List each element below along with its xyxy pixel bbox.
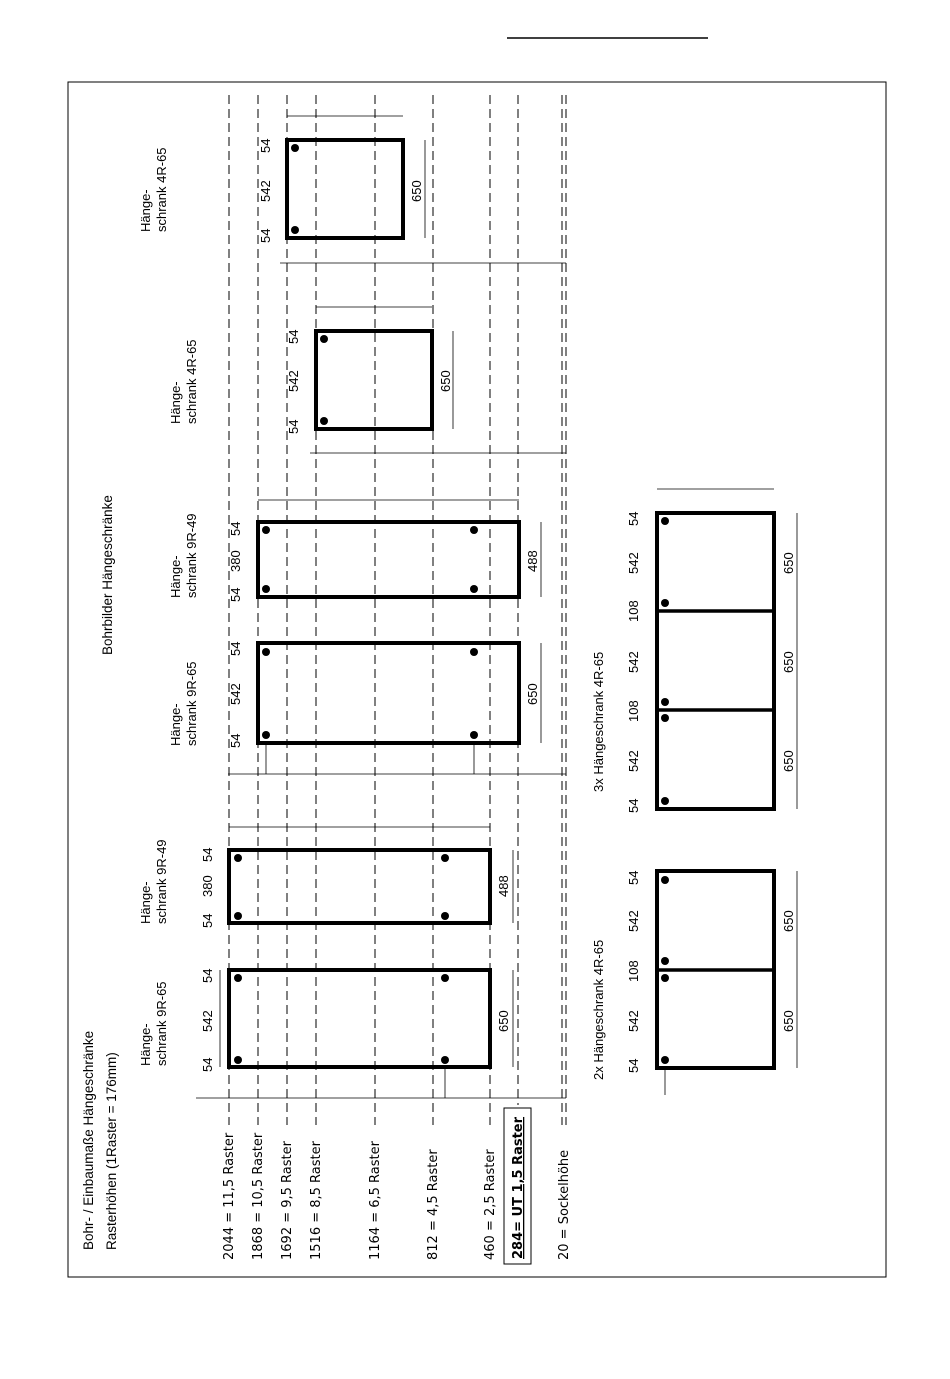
drill-hole (470, 648, 478, 656)
cabinet-outline (229, 970, 490, 1067)
drill-hole (661, 797, 669, 805)
dim-label: 380 (200, 875, 215, 897)
raster-label-ut: 284= UT 1,5 Raster (511, 1116, 526, 1259)
drill-hole (441, 854, 449, 862)
cabinet-9R-65-b (168, 642, 541, 774)
dim-label: 542 (258, 180, 273, 202)
drill-hole (661, 876, 669, 884)
drill-hole (661, 517, 669, 525)
cabinet-name: schrank 4R-65 (154, 147, 169, 232)
cabinet-name: Hänge- (168, 703, 183, 746)
drill-hole (262, 731, 270, 739)
cabinet-4R-65-a (168, 307, 453, 434)
drill-hole (661, 714, 669, 722)
cabinet-group-2x-4R-65 (591, 871, 797, 1095)
dim-label: 650 (781, 910, 796, 932)
dim-label: 542 (200, 1010, 215, 1032)
cabinet-outline (258, 643, 519, 743)
dim-label: 54 (228, 733, 243, 748)
cabinet-outline (287, 140, 403, 238)
dim-label: 542 (228, 683, 243, 705)
dim-label: 54 (626, 1058, 641, 1073)
cabinet-name: Hänge- (168, 555, 183, 598)
dim-label: 650 (409, 180, 424, 202)
raster-label: 812 = 4,5 Raster (426, 1149, 441, 1260)
drill-hole (661, 599, 669, 607)
drill-hole (262, 526, 270, 534)
cabinet-name: schrank 9R-49 (154, 839, 169, 924)
cabinet-9R-49-a (138, 827, 513, 928)
dim-label: 54 (258, 228, 273, 243)
cabinet-9R-49-b (168, 500, 541, 602)
dim-label: 54 (626, 870, 641, 885)
cabinet-name: schrank 4R-65 (184, 339, 199, 424)
drawing-subtitle: Rasterhöhen (1Raster = 176mm) (104, 1052, 119, 1250)
dim-label: 54 (626, 511, 641, 526)
dim-label: 54 (200, 1057, 215, 1072)
raster-label: 460 = 2,5 Raster (483, 1149, 498, 1260)
drill-hole (441, 974, 449, 982)
dim-label: 54 (200, 913, 215, 928)
section-title: Bohrbilder Hängeschränke (100, 495, 115, 655)
dim-label: 54 (228, 587, 243, 602)
drill-hole (234, 912, 242, 920)
group-label: 3x Hängeschrank 4R-65 (591, 651, 606, 792)
cabinet-name: schrank 9R-65 (184, 661, 199, 746)
raster-label: 1516 = 8,5 Raster (309, 1141, 324, 1260)
drill-hole (441, 912, 449, 920)
cabinet-outline (657, 513, 774, 809)
dim-label: 542 (626, 651, 641, 673)
cabinet-name: Hänge- (138, 881, 153, 924)
drill-hole (234, 1056, 242, 1064)
dim-label: 650 (781, 651, 796, 673)
cabinet-4R-65-b (138, 116, 425, 243)
dim-label: 380 (228, 550, 243, 572)
cabinet-name: Hänge- (168, 381, 183, 424)
dim-label: 650 (781, 552, 796, 574)
cabinet-outline (258, 522, 519, 597)
dim-label: 650 (781, 750, 796, 772)
dim-label: 54 (286, 329, 301, 344)
dim-label: 542 (286, 370, 301, 392)
dim-label: 108 (626, 960, 641, 982)
cabinet-name: Hänge- (138, 189, 153, 232)
dim-label: 650 (525, 683, 540, 705)
cabinet-name: schrank 9R-65 (154, 981, 169, 1066)
drill-hole (470, 731, 478, 739)
dim-label: 650 (781, 1010, 796, 1032)
raster-label: 1692 = 9,5 Raster (280, 1141, 295, 1260)
raster-label: 1868 = 10,5 Raster (251, 1132, 266, 1260)
group-label: 2x Hängeschrank 4R-65 (591, 939, 606, 1080)
drawing-title: Bohr- / Einbaumaße Hängeschränke (81, 1030, 96, 1250)
drill-hole (470, 585, 478, 593)
dim-label: 54 (626, 798, 641, 813)
drill-hole (234, 854, 242, 862)
dim-label: 108 (626, 600, 641, 622)
dim-label: 54 (286, 419, 301, 434)
drill-hole (661, 957, 669, 965)
dim-label: 542 (626, 910, 641, 932)
cabinet-name: Hänge- (138, 1023, 153, 1066)
drill-hole (320, 335, 328, 343)
raster-label: 1164 = 6,5 Raster (368, 1141, 383, 1260)
dim-label: 54 (228, 641, 243, 656)
dim-label: 54 (200, 968, 215, 983)
drill-hole (661, 698, 669, 706)
raster-labels (222, 1108, 572, 1264)
dim-label: 54 (200, 847, 215, 862)
cabinet-name: schrank 9R-49 (184, 513, 199, 598)
drill-hole (262, 648, 270, 656)
drill-hole (320, 417, 328, 425)
drill-hole (291, 226, 299, 234)
dim-label: 108 (626, 700, 641, 722)
dim-label: 488 (496, 875, 511, 897)
drill-hole (661, 1056, 669, 1064)
dim-label: 542 (626, 1010, 641, 1032)
dim-label: 542 (626, 750, 641, 772)
cabinet-9R-65-a (138, 969, 513, 1098)
cabinet-outline (316, 331, 432, 429)
cabinet-outline (229, 850, 490, 923)
dim-label: 650 (496, 1010, 511, 1032)
raster-label: 2044 = 11,5 Raster (222, 1132, 237, 1260)
dim-label: 488 (525, 550, 540, 572)
drill-hole (661, 974, 669, 982)
drill-hole (470, 526, 478, 534)
drill-hole (234, 974, 242, 982)
raster-label: 20 = Sockelhöhe (557, 1149, 572, 1260)
dim-label: 542 (626, 552, 641, 574)
dim-label: 54 (258, 138, 273, 153)
drill-hole (441, 1056, 449, 1064)
drill-hole (291, 144, 299, 152)
dim-label: 54 (228, 521, 243, 536)
drill-hole (262, 585, 270, 593)
cabinet-group-3x-4R-65 (591, 489, 797, 813)
dim-label: 650 (438, 370, 453, 392)
